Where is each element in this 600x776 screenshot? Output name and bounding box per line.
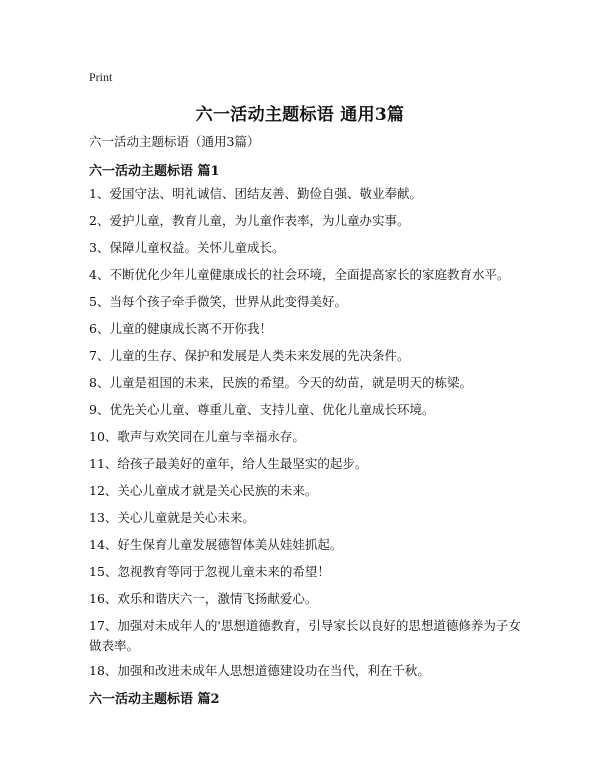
list-item: 8、儿童是祖国的未来，民族的希望。今天的幼苗，就是明天的栋梁。 <box>89 375 472 390</box>
list-item: 5、当每个孩子牵手微笑，世界从此变得美好。 <box>89 294 347 309</box>
list-item: 7、儿童的生存、保护和发展是人类未来发展的先决条件。 <box>89 348 410 363</box>
list-item: 4、不断优化少年儿童健康成长的社会环境，全面提高家长的家庭教育水平。 <box>89 267 510 282</box>
list-item: 11、给孩子最美好的童年，给人生最坚实的起步。 <box>89 456 368 471</box>
list-item: 16、欢乐和谐庆六一，激情飞扬献爱心。 <box>89 591 318 606</box>
print-label[interactable]: Print <box>89 70 113 84</box>
section-heading-2: 六一活动主题标语 篇2 <box>89 692 220 707</box>
list-item: 3、保障儿童权益。关怀儿童成长。 <box>89 240 285 255</box>
list-item: 1、爱国守法、明礼诚信、团结友善、勤俭自强、敬业奉献。 <box>89 186 422 201</box>
list-item: 9、优先关心儿童、尊重儿童、支持儿童、优化儿童成长环境。 <box>89 402 435 417</box>
list-item: 14、好生保育儿童发展德智体美从娃娃抓起。 <box>89 537 343 552</box>
list-item: 17、加强对未成年人的'思想道德教育，引导家长以良好的思想道德修养为子女做表率。 <box>89 618 521 653</box>
list-item: 6、儿童的健康成长离不开你我！ <box>89 321 272 336</box>
list-item: 13、关心儿童就是关心未来。 <box>89 510 255 525</box>
list-item: 18、加强和改进未成年人思想道德建设功在当代，利在千秋。 <box>89 663 430 678</box>
list-item: 12、关心儿童成才就是关心民族的未来。 <box>89 483 318 498</box>
document-subtitle: 六一活动主题标语（通用3篇） <box>89 134 260 149</box>
list-item: 2、爱护儿童，教育儿童，为儿童作表率，为儿童办实事。 <box>89 213 410 228</box>
list-item: 15、忽视教育等同于忽视儿童未来的希望！ <box>89 564 330 579</box>
list-item: 10、歌声与欢笑同在儿童与幸福永存。 <box>89 429 305 444</box>
section-heading-1: 六一活动主题标语 篇1 <box>89 164 220 179</box>
page-title: 六一活动主题标语 通用3篇 <box>195 105 405 125</box>
